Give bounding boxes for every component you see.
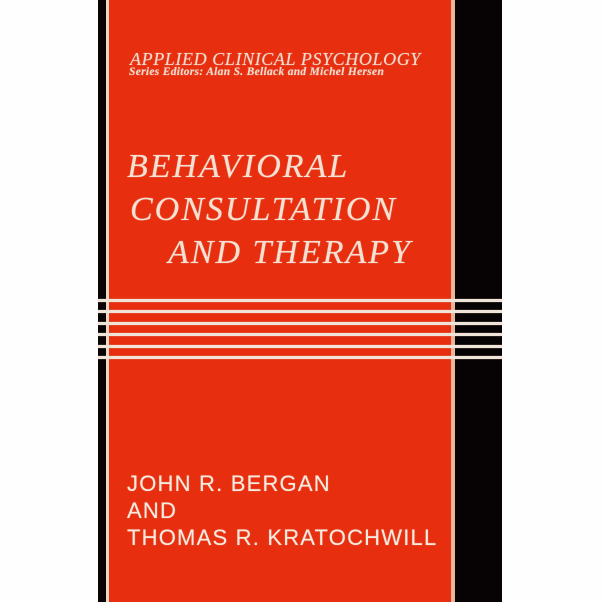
horizontal-rule [98, 310, 502, 313]
book-title-line-3: AND THERAPY [168, 234, 412, 271]
series-editors: Series Editors: Alan S. Bellack and Michel Hersen [129, 66, 385, 78]
book-title-line-1: BEHAVIORAL [127, 148, 350, 185]
book-title [127, 145, 412, 274]
author-name-1: JOHN R. BERGAN [127, 471, 331, 496]
author-block [127, 470, 437, 551]
horizontal-rule [98, 299, 502, 302]
book-title-line-2: CONSULTATION [130, 191, 398, 228]
horizontal-rule [98, 333, 502, 336]
author-and-separator: AND [127, 498, 178, 523]
horizontal-rule [98, 356, 502, 359]
series-title: APPLIED CLINICAL PSYCHOLOGY [130, 49, 421, 69]
horizontal-rule [98, 345, 502, 348]
horizontal-rule [98, 322, 502, 325]
author-name-2: THOMAS R. KRATOCHWILL [127, 525, 438, 550]
